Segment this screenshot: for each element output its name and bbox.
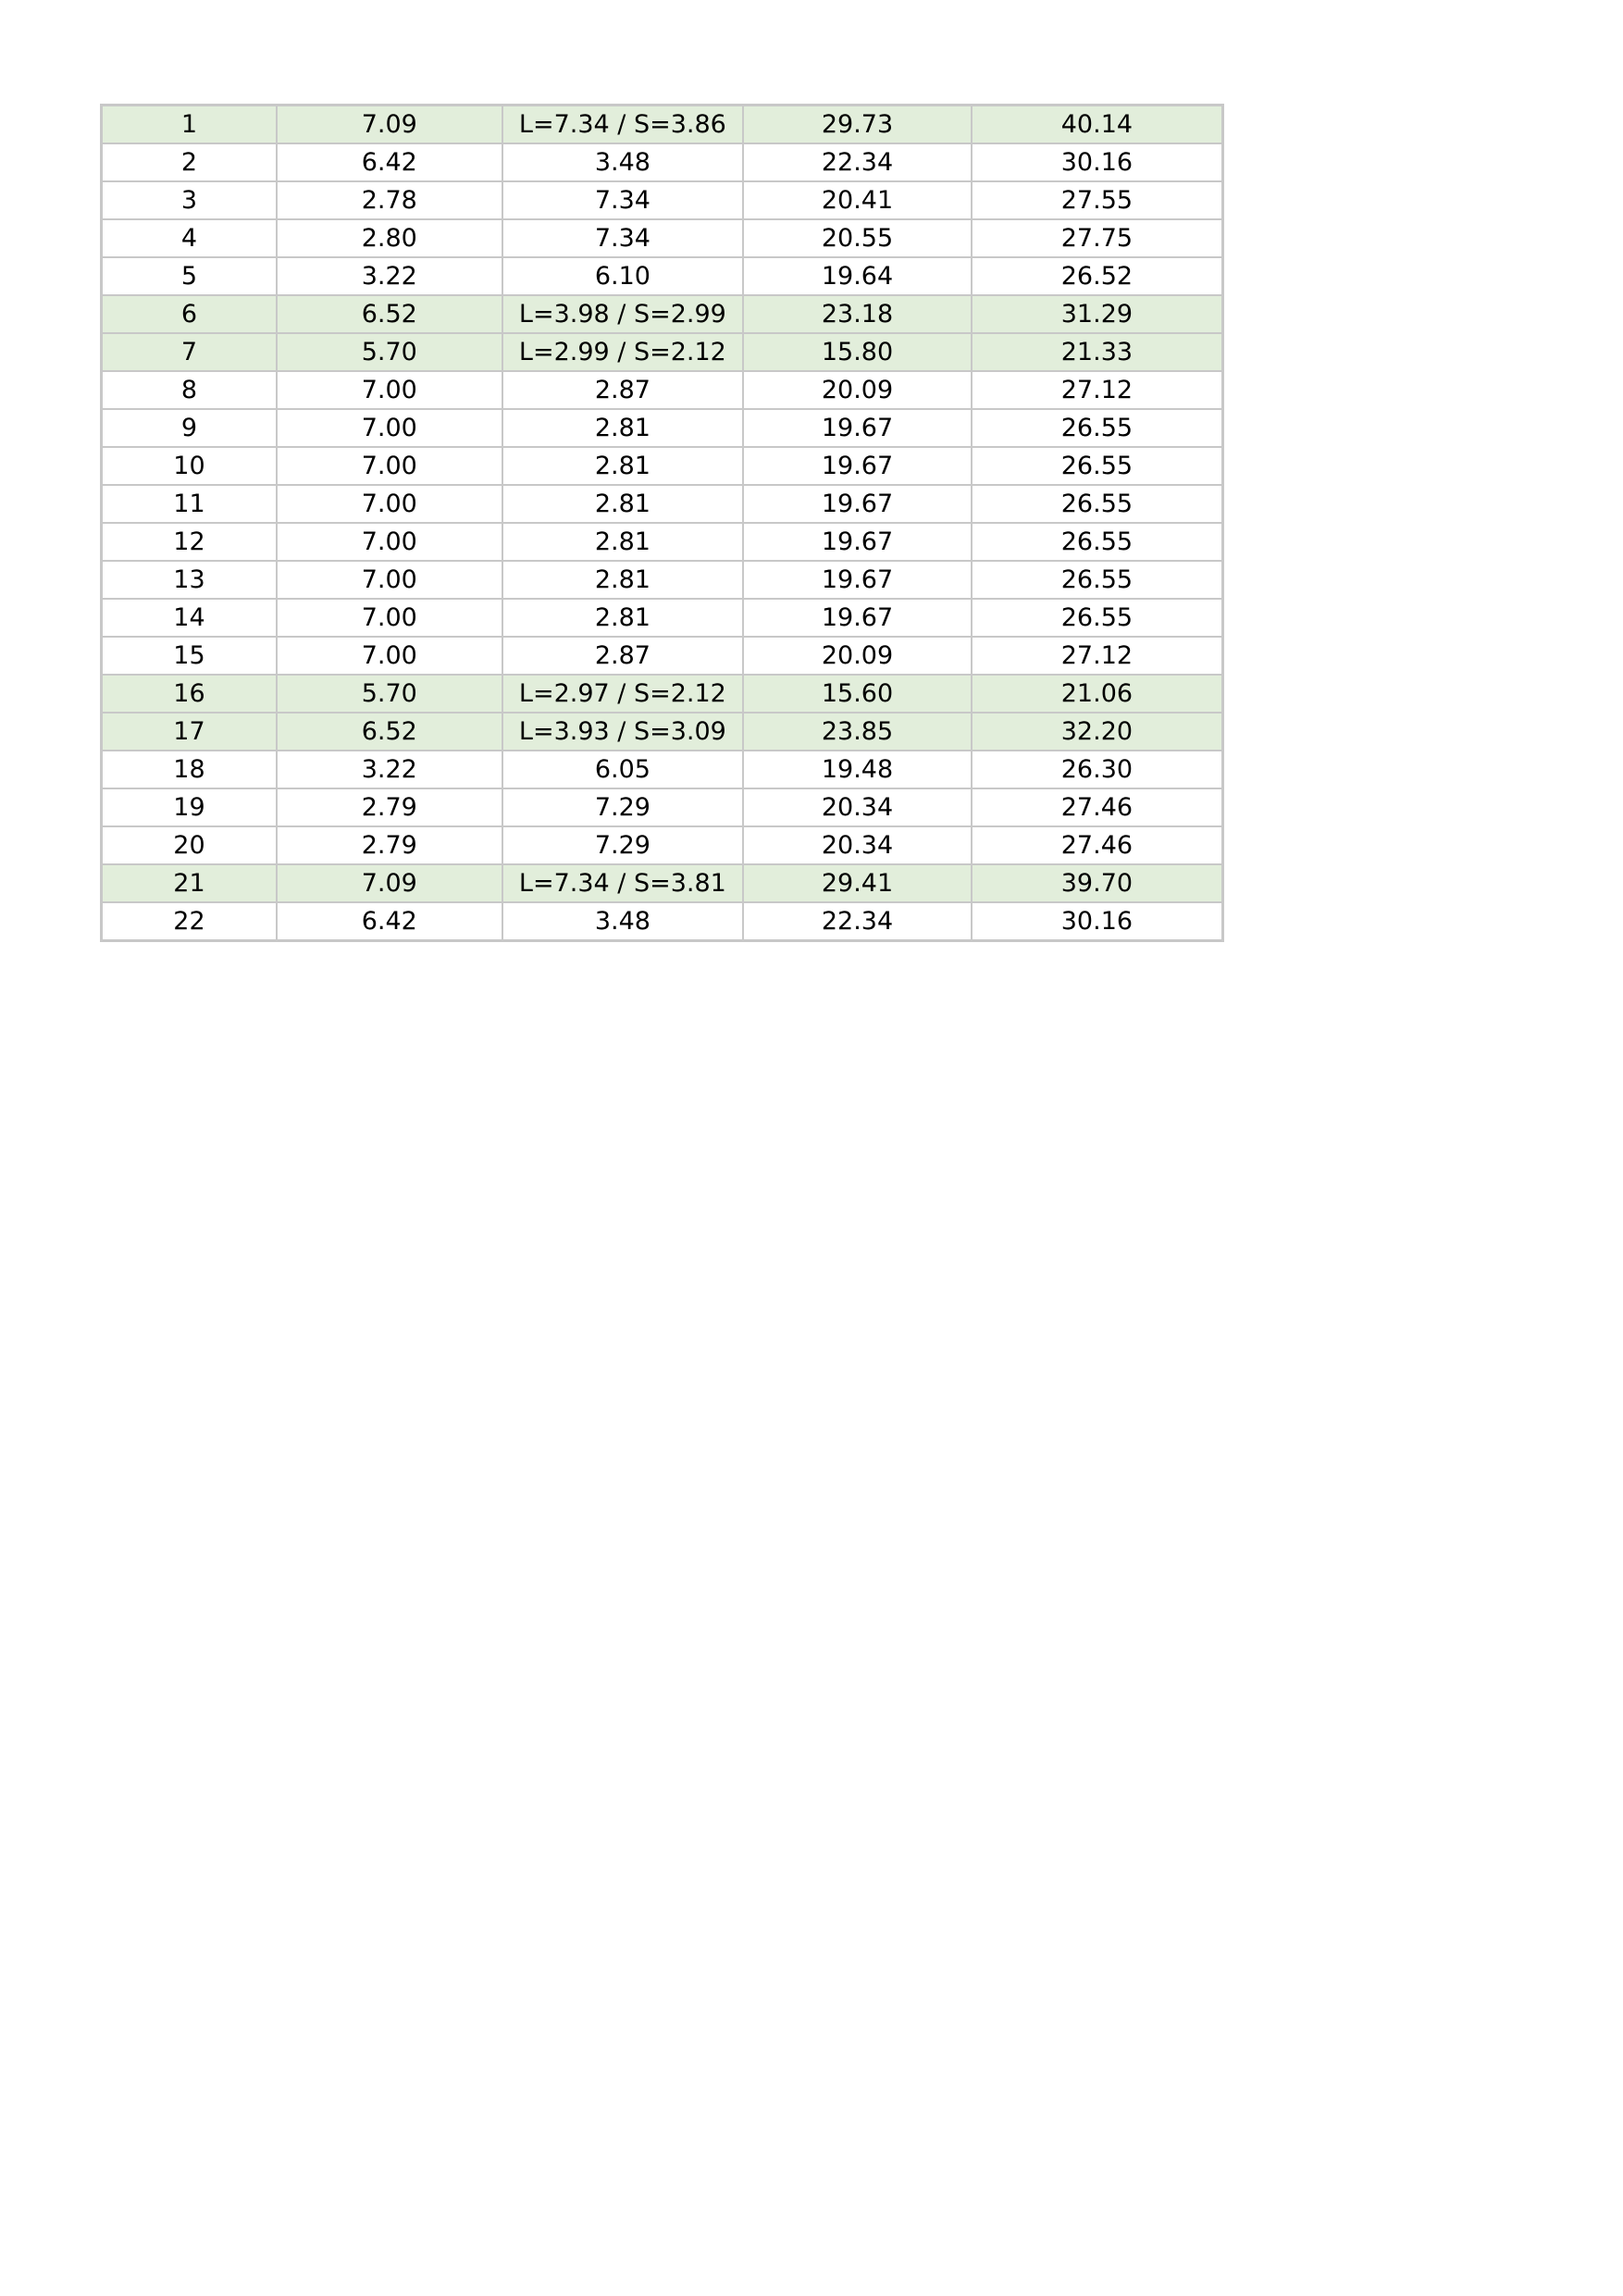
value-cell-1: 5.70 <box>277 675 502 713</box>
value-cell-1: 7.00 <box>277 409 502 447</box>
value-cell-2: 7.34 <box>502 181 744 219</box>
value-cell-4: 30.16 <box>972 143 1223 181</box>
value-cell-4: 40.14 <box>972 105 1223 144</box>
value-cell-3: 19.67 <box>743 561 972 599</box>
value-cell-3: 23.85 <box>743 713 972 751</box>
table-row <box>102 219 1223 257</box>
row-number-cell: 10 <box>102 447 277 485</box>
value-cell-1: 6.42 <box>277 143 502 181</box>
row-number-cell: 1 <box>102 105 277 144</box>
value-cell-4: 26.55 <box>972 409 1223 447</box>
table-row <box>102 864 1223 902</box>
value-cell-3: 19.48 <box>743 751 972 788</box>
table-row <box>102 902 1223 941</box>
value-cell-1: 7.09 <box>277 105 502 144</box>
value-cell-3: 22.34 <box>743 902 972 941</box>
value-cell-2: L=2.97 / S=2.12 <box>502 675 744 713</box>
value-cell-4: 26.55 <box>972 523 1223 561</box>
table-row <box>102 257 1223 295</box>
value-cell-3: 20.34 <box>743 826 972 864</box>
row-number-cell: 19 <box>102 788 277 826</box>
row-number-cell: 22 <box>102 902 277 941</box>
row-number-cell: 5 <box>102 257 277 295</box>
row-number-cell: 7 <box>102 333 277 371</box>
table-row <box>102 371 1223 409</box>
value-cell-2: 7.34 <box>502 219 744 257</box>
value-cell-1: 7.00 <box>277 485 502 523</box>
row-number-cell: 14 <box>102 599 277 637</box>
value-cell-4: 27.55 <box>972 181 1223 219</box>
value-cell-3: 19.67 <box>743 447 972 485</box>
value-cell-1: 5.70 <box>277 333 502 371</box>
value-cell-1: 7.00 <box>277 447 502 485</box>
table-row <box>102 675 1223 713</box>
value-cell-4: 26.52 <box>972 257 1223 295</box>
value-cell-3: 20.41 <box>743 181 972 219</box>
value-cell-1: 7.09 <box>277 864 502 902</box>
value-cell-1: 2.79 <box>277 826 502 864</box>
value-cell-3: 15.80 <box>743 333 972 371</box>
value-cell-2: 6.05 <box>502 751 744 788</box>
value-cell-3: 19.67 <box>743 409 972 447</box>
table-row <box>102 181 1223 219</box>
row-number-cell: 15 <box>102 637 277 675</box>
row-number-cell: 18 <box>102 751 277 788</box>
value-cell-3: 23.18 <box>743 295 972 333</box>
value-cell-4: 26.30 <box>972 751 1223 788</box>
row-number-cell: 17 <box>102 713 277 751</box>
value-cell-1: 7.00 <box>277 561 502 599</box>
value-cell-2: L=2.99 / S=2.12 <box>502 333 744 371</box>
value-cell-3: 15.60 <box>743 675 972 713</box>
value-cell-2: 2.81 <box>502 409 744 447</box>
value-cell-1: 6.42 <box>277 902 502 941</box>
table-row <box>102 333 1223 371</box>
table-row <box>102 409 1223 447</box>
value-cell-2: 2.81 <box>502 561 744 599</box>
value-cell-4: 26.55 <box>972 485 1223 523</box>
value-cell-2: 3.48 <box>502 902 744 941</box>
value-cell-2: 2.87 <box>502 637 744 675</box>
value-cell-2: L=3.98 / S=2.99 <box>502 295 744 333</box>
value-cell-1: 7.00 <box>277 371 502 409</box>
value-cell-4: 27.12 <box>972 637 1223 675</box>
table-row <box>102 713 1223 751</box>
table-row <box>102 637 1223 675</box>
table-row <box>102 561 1223 599</box>
row-number-cell: 3 <box>102 181 277 219</box>
value-cell-4: 27.46 <box>972 788 1223 826</box>
row-number-cell: 16 <box>102 675 277 713</box>
value-cell-3: 20.09 <box>743 637 972 675</box>
value-cell-1: 2.78 <box>277 181 502 219</box>
table-row <box>102 485 1223 523</box>
value-cell-3: 29.41 <box>743 864 972 902</box>
table-row <box>102 295 1223 333</box>
value-cell-1: 3.22 <box>277 751 502 788</box>
value-cell-3: 29.73 <box>743 105 972 144</box>
data-table <box>100 104 1224 942</box>
row-number-cell: 8 <box>102 371 277 409</box>
value-cell-1: 6.52 <box>277 295 502 333</box>
table-row <box>102 751 1223 788</box>
value-cell-3: 22.34 <box>743 143 972 181</box>
value-cell-2: L=7.34 / S=3.86 <box>502 105 744 144</box>
value-cell-4: 30.16 <box>972 902 1223 941</box>
value-cell-2: 2.81 <box>502 447 744 485</box>
row-number-cell: 12 <box>102 523 277 561</box>
value-cell-4: 39.70 <box>972 864 1223 902</box>
value-cell-1: 2.79 <box>277 788 502 826</box>
value-cell-4: 27.12 <box>972 371 1223 409</box>
row-number-cell: 21 <box>102 864 277 902</box>
value-cell-2: L=7.34 / S=3.81 <box>502 864 744 902</box>
value-cell-3: 19.67 <box>743 485 972 523</box>
value-cell-3: 20.55 <box>743 219 972 257</box>
value-cell-2: 7.29 <box>502 826 744 864</box>
value-cell-4: 21.33 <box>972 333 1223 371</box>
value-cell-3: 19.64 <box>743 257 972 295</box>
row-number-cell: 6 <box>102 295 277 333</box>
value-cell-4: 21.06 <box>972 675 1223 713</box>
value-cell-4: 32.20 <box>972 713 1223 751</box>
row-number-cell: 20 <box>102 826 277 864</box>
value-cell-1: 2.80 <box>277 219 502 257</box>
value-cell-2: 6.10 <box>502 257 744 295</box>
value-cell-1: 7.00 <box>277 599 502 637</box>
table-row <box>102 143 1223 181</box>
value-cell-1: 3.22 <box>277 257 502 295</box>
value-cell-2: 2.81 <box>502 485 744 523</box>
value-cell-4: 26.55 <box>972 599 1223 637</box>
value-cell-2: L=3.93 / S=3.09 <box>502 713 744 751</box>
value-cell-3: 19.67 <box>743 523 972 561</box>
row-number-cell: 9 <box>102 409 277 447</box>
table-row <box>102 447 1223 485</box>
table-row <box>102 599 1223 637</box>
value-cell-4: 26.55 <box>972 447 1223 485</box>
value-cell-2: 2.81 <box>502 599 744 637</box>
row-number-cell: 4 <box>102 219 277 257</box>
row-number-cell: 11 <box>102 485 277 523</box>
value-cell-1: 7.00 <box>277 523 502 561</box>
value-cell-3: 19.67 <box>743 599 972 637</box>
value-cell-2: 3.48 <box>502 143 744 181</box>
table-row <box>102 523 1223 561</box>
value-cell-4: 26.55 <box>972 561 1223 599</box>
value-cell-3: 20.34 <box>743 788 972 826</box>
table-row <box>102 788 1223 826</box>
value-cell-4: 27.75 <box>972 219 1223 257</box>
value-cell-2: 2.81 <box>502 523 744 561</box>
row-number-cell: 13 <box>102 561 277 599</box>
value-cell-4: 31.29 <box>972 295 1223 333</box>
table-row <box>102 826 1223 864</box>
table-body <box>102 105 1223 941</box>
row-number-cell: 2 <box>102 143 277 181</box>
value-cell-3: 20.09 <box>743 371 972 409</box>
value-cell-1: 7.00 <box>277 637 502 675</box>
value-cell-4: 27.46 <box>972 826 1223 864</box>
value-cell-1: 6.52 <box>277 713 502 751</box>
table-row <box>102 105 1223 144</box>
value-cell-2: 7.29 <box>502 788 744 826</box>
value-cell-2: 2.87 <box>502 371 744 409</box>
